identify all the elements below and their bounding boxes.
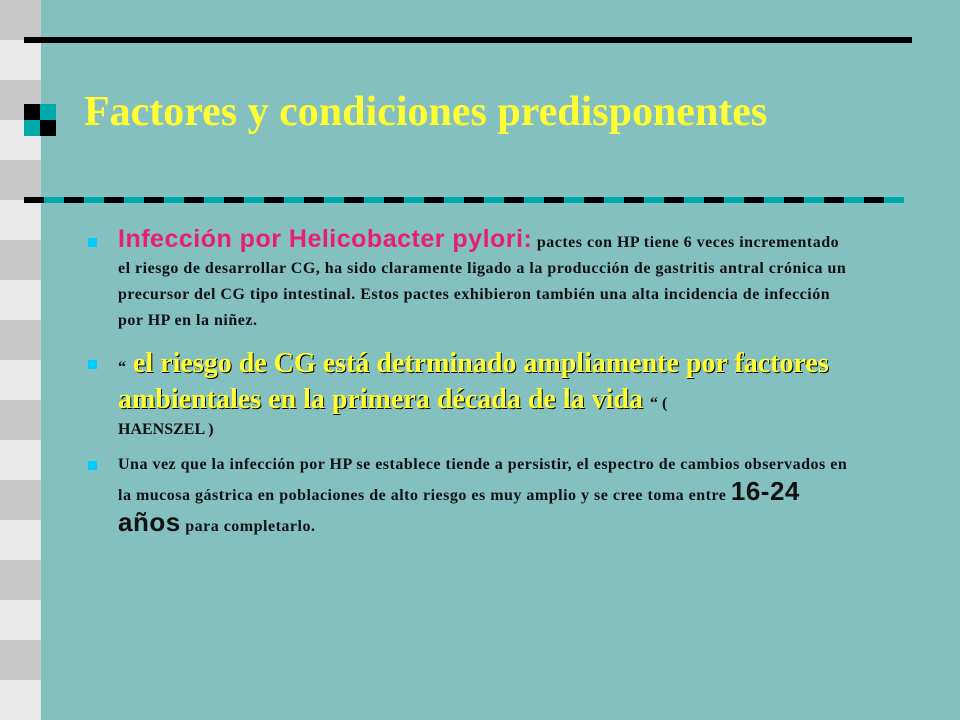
divider-segment — [524, 197, 544, 203]
divider-segment — [544, 197, 564, 203]
bullet-item-persistence — [88, 452, 848, 540]
bullet-list — [88, 226, 848, 540]
bullet-lead: Infección por Helicobacter pylori: — [118, 225, 533, 253]
divider-segment — [84, 197, 104, 203]
divider-segment — [684, 197, 704, 203]
divider-segment — [844, 197, 864, 203]
strip-block — [0, 440, 41, 480]
divider-segment — [664, 197, 684, 203]
divider-segment — [824, 197, 844, 203]
divider-segment — [744, 197, 764, 203]
bullet-item-quote — [88, 348, 848, 440]
divider-segment — [264, 197, 284, 203]
divider-segment — [584, 197, 604, 203]
title-divider — [24, 197, 904, 203]
divider-segment — [504, 197, 524, 203]
bullet-square-icon — [88, 360, 97, 369]
strip-block — [0, 160, 41, 200]
divider-segment — [624, 197, 644, 203]
quote-text: el riesgo de CG está detrminado ampliamente por factores ambientales en la primera década de la vida — [118, 348, 829, 415]
divider-segment — [324, 197, 344, 203]
divider-segment — [204, 197, 224, 203]
divider-segment — [24, 197, 44, 203]
divider-segment — [644, 197, 664, 203]
divider-segment — [724, 197, 744, 203]
strip-block — [0, 200, 41, 240]
strip-block — [0, 320, 41, 360]
divider-segment — [224, 197, 244, 203]
bullet-text-end: para completarlo. — [180, 518, 316, 535]
divider-segment — [144, 197, 164, 203]
strip-block — [0, 0, 41, 40]
divider-segment — [784, 197, 804, 203]
open-quote: “ — [118, 359, 126, 376]
divider-segment — [124, 197, 144, 203]
strip-block — [0, 280, 41, 320]
divider-segment — [364, 197, 384, 203]
divider-segment — [164, 197, 184, 203]
top-rule — [24, 37, 912, 43]
divider-segment — [704, 197, 724, 203]
divider-segment — [604, 197, 624, 203]
strip-block — [0, 480, 41, 520]
strip-block — [0, 560, 41, 600]
divider-segment — [304, 197, 324, 203]
divider-segment — [44, 197, 64, 203]
bullet-text: Una vez que la infección por HP se establece tiende a persistir, el espectro de cambios observados en la mucosa gástrica en poblaciones de alto riesgo es muy amplio y se cree toma entre — [118, 456, 848, 504]
bullet-square-icon — [88, 461, 97, 470]
divider-segment — [284, 197, 304, 203]
divider-segment — [344, 197, 364, 203]
divider-segment — [564, 197, 584, 203]
slide-title: Factores y condiciones predisponentes — [84, 89, 768, 135]
strip-block — [0, 640, 41, 680]
divider-segment — [464, 197, 484, 203]
divider-segment — [444, 197, 464, 203]
age-range: 16-24 años — [118, 476, 800, 537]
quote-attribution: HAENSZEL ) — [118, 421, 214, 438]
strip-block — [0, 600, 41, 640]
bullet-text: pactes con HP tiene 6 veces incrementado el riesgo de desarrollar CG, ha sido claramente ligado a la producción de gastritis antral crónica un precursor del CG tipo intestinal. Estos pactes exhibieron también una alta incidencia de infección por HP en la niñez. — [118, 234, 847, 329]
bullet-item-helicobacter — [88, 226, 848, 334]
title-checker-icon — [24, 104, 56, 136]
divider-segment — [404, 197, 424, 203]
divider-segment — [424, 197, 444, 203]
strip-block — [0, 40, 41, 80]
divider-segment — [864, 197, 884, 203]
divider-segment — [104, 197, 124, 203]
strip-block — [0, 240, 41, 280]
divider-segment — [244, 197, 264, 203]
strip-block — [0, 680, 41, 720]
divider-segment — [484, 197, 504, 203]
strip-block — [0, 520, 41, 560]
close-quote: “ ( — [649, 395, 668, 412]
divider-segment — [184, 197, 204, 203]
divider-segment — [64, 197, 84, 203]
divider-segment — [884, 197, 904, 203]
strip-block — [0, 360, 41, 400]
divider-segment — [804, 197, 824, 203]
divider-segment — [384, 197, 404, 203]
bullet-square-icon — [88, 238, 97, 247]
strip-block — [0, 400, 41, 440]
divider-segment — [764, 197, 784, 203]
